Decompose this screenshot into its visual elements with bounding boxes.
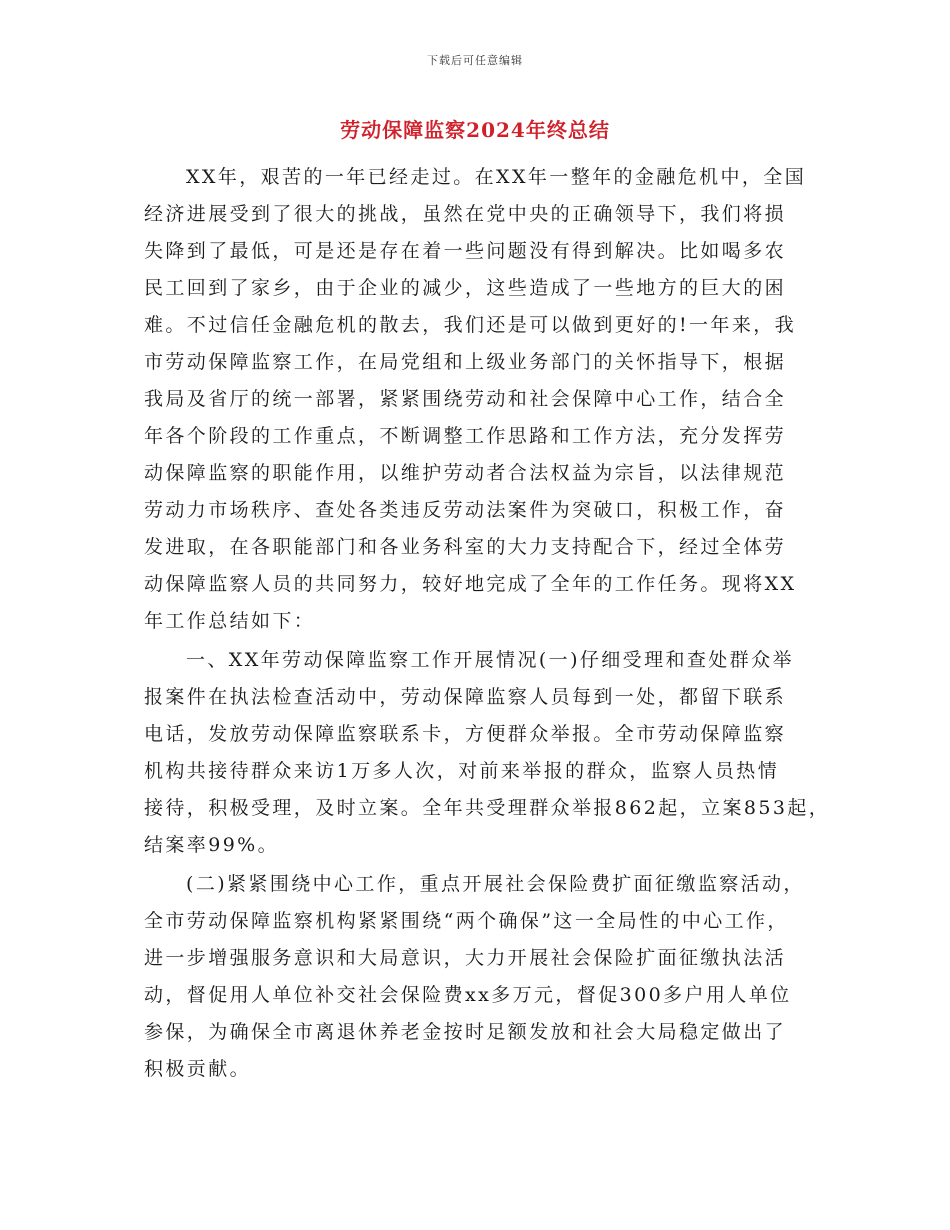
body-line: 电话，发放劳动保障监察联系卡，方便群众举报。全市劳动保障监察 [144, 723, 787, 745]
body-line: (二)紧紧围绕中心工作，重点开展社会保险费扩面征缴监察活动， [186, 873, 805, 895]
body-line: 接待，积极受理，及时立案。全年共受理群众举报862起，立案853起， [144, 797, 831, 819]
body-line: 一、XX年劳动保障监察工作开展情况(一)仔细受理和查处群众举 [186, 649, 794, 671]
body-line: 年工作总结如下： [144, 610, 316, 632]
body-line: 民工回到了家乡，由于企业的减少，这些造成了一些地方的巨大的困 [144, 277, 787, 299]
body-line: XX年，艰苦的一年已经走过。在XX年一整年的金融危机中，全国 [186, 166, 807, 188]
body-line: 失降到了最低，可是还是存在着一些问题没有得到解决。比如喝多农 [144, 240, 787, 262]
document-title: 劳动保障监察2024年终总结 [340, 118, 610, 142]
body-line: 报案件在执法检查活动中，劳动保障监察人员每到一处，都留下联系 [144, 686, 787, 708]
body-line: 全市劳动保障监察机构紧紧围绕“两个确保”这一全局性的中心工作， [144, 910, 789, 932]
body-line: 动保障监察人员的共同努力，较好地完成了全年的工作任务。现将XX [144, 573, 797, 595]
body-line: 参保，为确保全市离退休养老金按时足额发放和社会大局稳定做出了 [144, 1021, 787, 1043]
header-note: 下载后可任意编辑 [427, 54, 523, 67]
body-line: 积极贡献。 [144, 1058, 252, 1080]
body-line: 市劳动保障监察工作，在局党组和上级业务部门的关怀指导下，根据 [144, 351, 787, 373]
body-line: 发进取，在各职能部门和各业务科室的大力支持配合下，经过全体劳 [144, 536, 787, 558]
body-line: 动，督促用人单位补交社会保险费xx多万元，督促300多户用人单位 [144, 984, 792, 1006]
body-line: 劳动力市场秩序、查处各类违反劳动法案件为突破口，积极工作，奋 [144, 499, 787, 521]
body-line: 机构共接待群众来访1万多人次，对前来举报的群众，监察人员热情 [144, 760, 780, 782]
body-line: 动保障监察的职能作用，以维护劳动者合法权益为宗旨，以法律规范 [144, 462, 787, 484]
body-line: 进一步增强服务意识和大局意识，大力开展社会保险扩面征缴执法活 [144, 947, 787, 969]
body-line: 难。不过信任金融危机的散去，我们还是可以做到更好的!一年来，我 [144, 314, 797, 336]
body-line: 结案率99%。 [144, 834, 280, 856]
body-line: 年各个阶段的工作重点，不断调整工作思路和工作方法，充分发挥劳 [144, 425, 787, 447]
body-line: 我局及省厅的统一部署，紧紧围绕劳动和社会保障中心工作，结合全 [144, 388, 787, 410]
body-line: 经济进展受到了很大的挑战，虽然在党中央的正确领导下，我们将损 [144, 203, 787, 225]
